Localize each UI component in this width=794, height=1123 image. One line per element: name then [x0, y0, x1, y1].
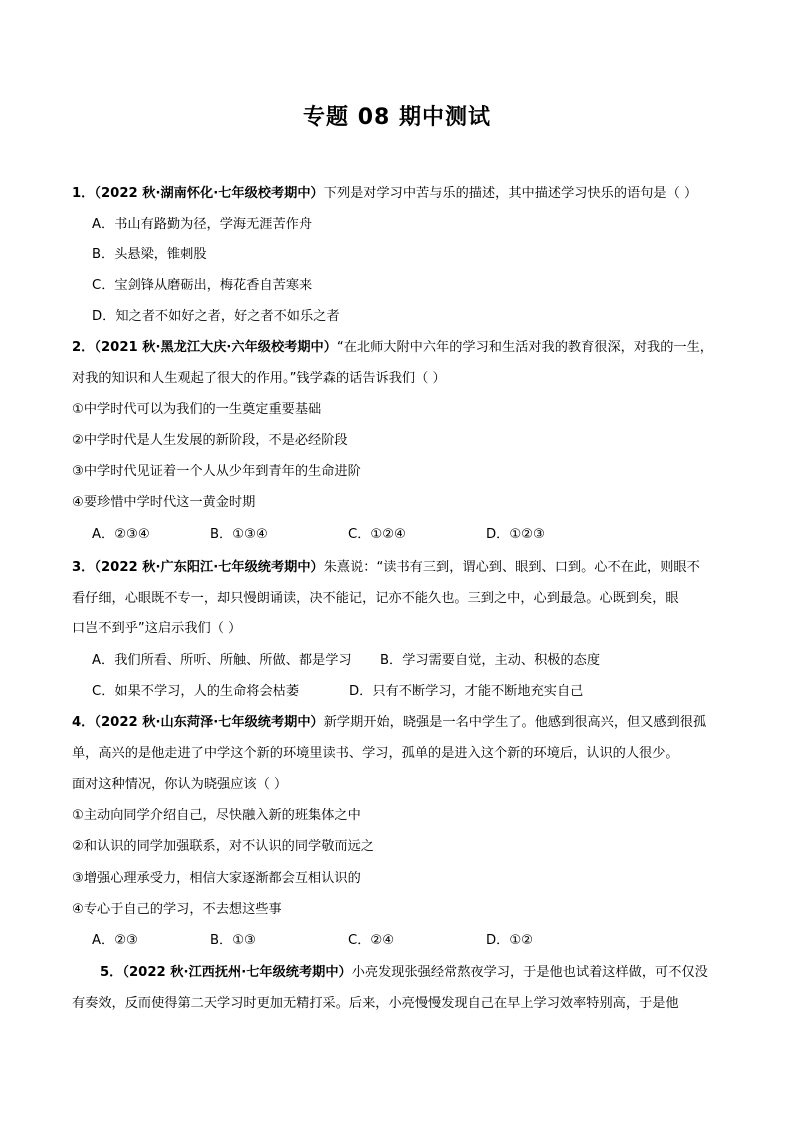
question-2-stem	[72, 339, 713, 357]
question-number: 5．	[100, 965, 123, 980]
option-b: B．学习需要自觉，主动、积极的态度	[380, 653, 601, 668]
option-c: C．①②④	[348, 527, 406, 542]
option-d: D．①②	[486, 933, 533, 948]
option-c: C．②④	[348, 933, 395, 948]
statement-3: ③增强心理承受力，相信大家逐渐都会互相认识的	[72, 871, 361, 886]
question-text-line: 看仔细，心眼既不专一，却只慢朗诵读，决不能记，记亦不能久也。三到之中，心到最急。心既到矣，眼	[72, 591, 679, 606]
option-d: D．①②③	[486, 527, 545, 542]
statement-4: ④要珍惜中学时代这一黄金时期	[72, 495, 256, 510]
question-text: 下列是对学习中苦与乐的描述，其中描述学习快乐的语句是（ ）	[323, 186, 698, 201]
question-3-stem	[72, 559, 700, 577]
option-b: B．头悬梁，锥刺股	[92, 247, 207, 262]
option-c: C．宝剑锋从磨砺出，梅花香自苦寒来	[92, 278, 313, 293]
question-text: “在北师大附中六年的学习和生活对我的教育很深，对我的一生，	[336, 340, 713, 355]
question-text: 朱熹说：“读书有三到，谓心到、眼到、口到。心不在此，则眼不	[323, 560, 700, 575]
question-text-line: 对我的知识和人生观起了很大的作用。”钱学森的话告诉我们（ ）	[72, 371, 446, 386]
option-d: D．知之者不如好之者，好之者不如乐之者	[92, 309, 340, 324]
question-source: （2022 秋·山东菏泽·七年级统考期中）	[94, 715, 324, 730]
question-source: （2022 秋·湖南怀化·七年级校考期中）	[94, 186, 324, 201]
question-source: （2021 秋·黑龙江大庆·六年级校考期中）	[94, 340, 337, 355]
question-4-stem	[72, 714, 706, 732]
question-number: 4．	[72, 715, 95, 730]
question-text: 新学期开始，晓强是一名中学生了。他感到很高兴，但又感到很孤	[323, 715, 707, 730]
question-number: 1．	[72, 186, 95, 201]
page-title: 专题 08 期中测试	[303, 105, 491, 130]
question-source: （2022 秋·江西抚州·七年级统考期中）	[122, 965, 352, 980]
option-a: A．②③④	[92, 527, 150, 542]
question-text: 小亮发现张强经常熬夜学习，于是他也试着这样做，可不仅没	[351, 965, 708, 980]
option-a: A．②③	[92, 933, 138, 948]
statement-2: ②和认识的同学加强联系，对不认识的同学敬而远之	[72, 839, 374, 854]
statement-1: ①主动向同学介绍自己，尽快融入新的班集体之中	[72, 808, 361, 823]
statement-2: ②中学时代是人生发展的新阶段，不是必经阶段	[72, 433, 348, 448]
question-text-line: 面对这种情况，你认为晓强应该（ ）	[72, 777, 288, 792]
question-text-line: 口岂不到乎”这启示我们（ ）	[72, 621, 242, 636]
statement-1: ①中学时代可以为我们的一生奠定重要基础	[72, 402, 322, 417]
statement-4: ④专心于自己的学习，不去想这些事	[72, 902, 282, 917]
question-text-line: 单，高兴的是他走进了中学这个新的环境里读书、学习，孤单的是进入这个新的环境后，认识的人很少。	[72, 746, 679, 761]
question-text-line: 有奏效，反而使得第二天学习时更加无精打采。后来，小亮慢慢发现自己在早上学习效率特别高，于是他	[72, 996, 679, 1011]
question-number: 2．	[72, 340, 95, 355]
statement-3: ③中学时代见证着一个人从少年到青年的生命进阶	[72, 464, 361, 479]
question-1-stem	[72, 185, 697, 203]
question-source: （2022 秋·广东阳江·七年级统考期中）	[94, 560, 324, 575]
option-b: B．①③④	[210, 527, 268, 542]
question-5-stem	[100, 964, 708, 982]
option-d: D．只有不断学习，才能不断地充实自己	[349, 684, 584, 699]
option-c: C．如果不学习，人的生命将会枯萎	[92, 684, 300, 699]
question-number: 3．	[72, 560, 95, 575]
option-a: A．我们所看、所听、所触、所做、都是学习	[92, 653, 352, 668]
option-a: A．书山有路勤为径，学海无涯苦作舟	[92, 217, 313, 232]
option-b: B．①③	[210, 933, 256, 948]
